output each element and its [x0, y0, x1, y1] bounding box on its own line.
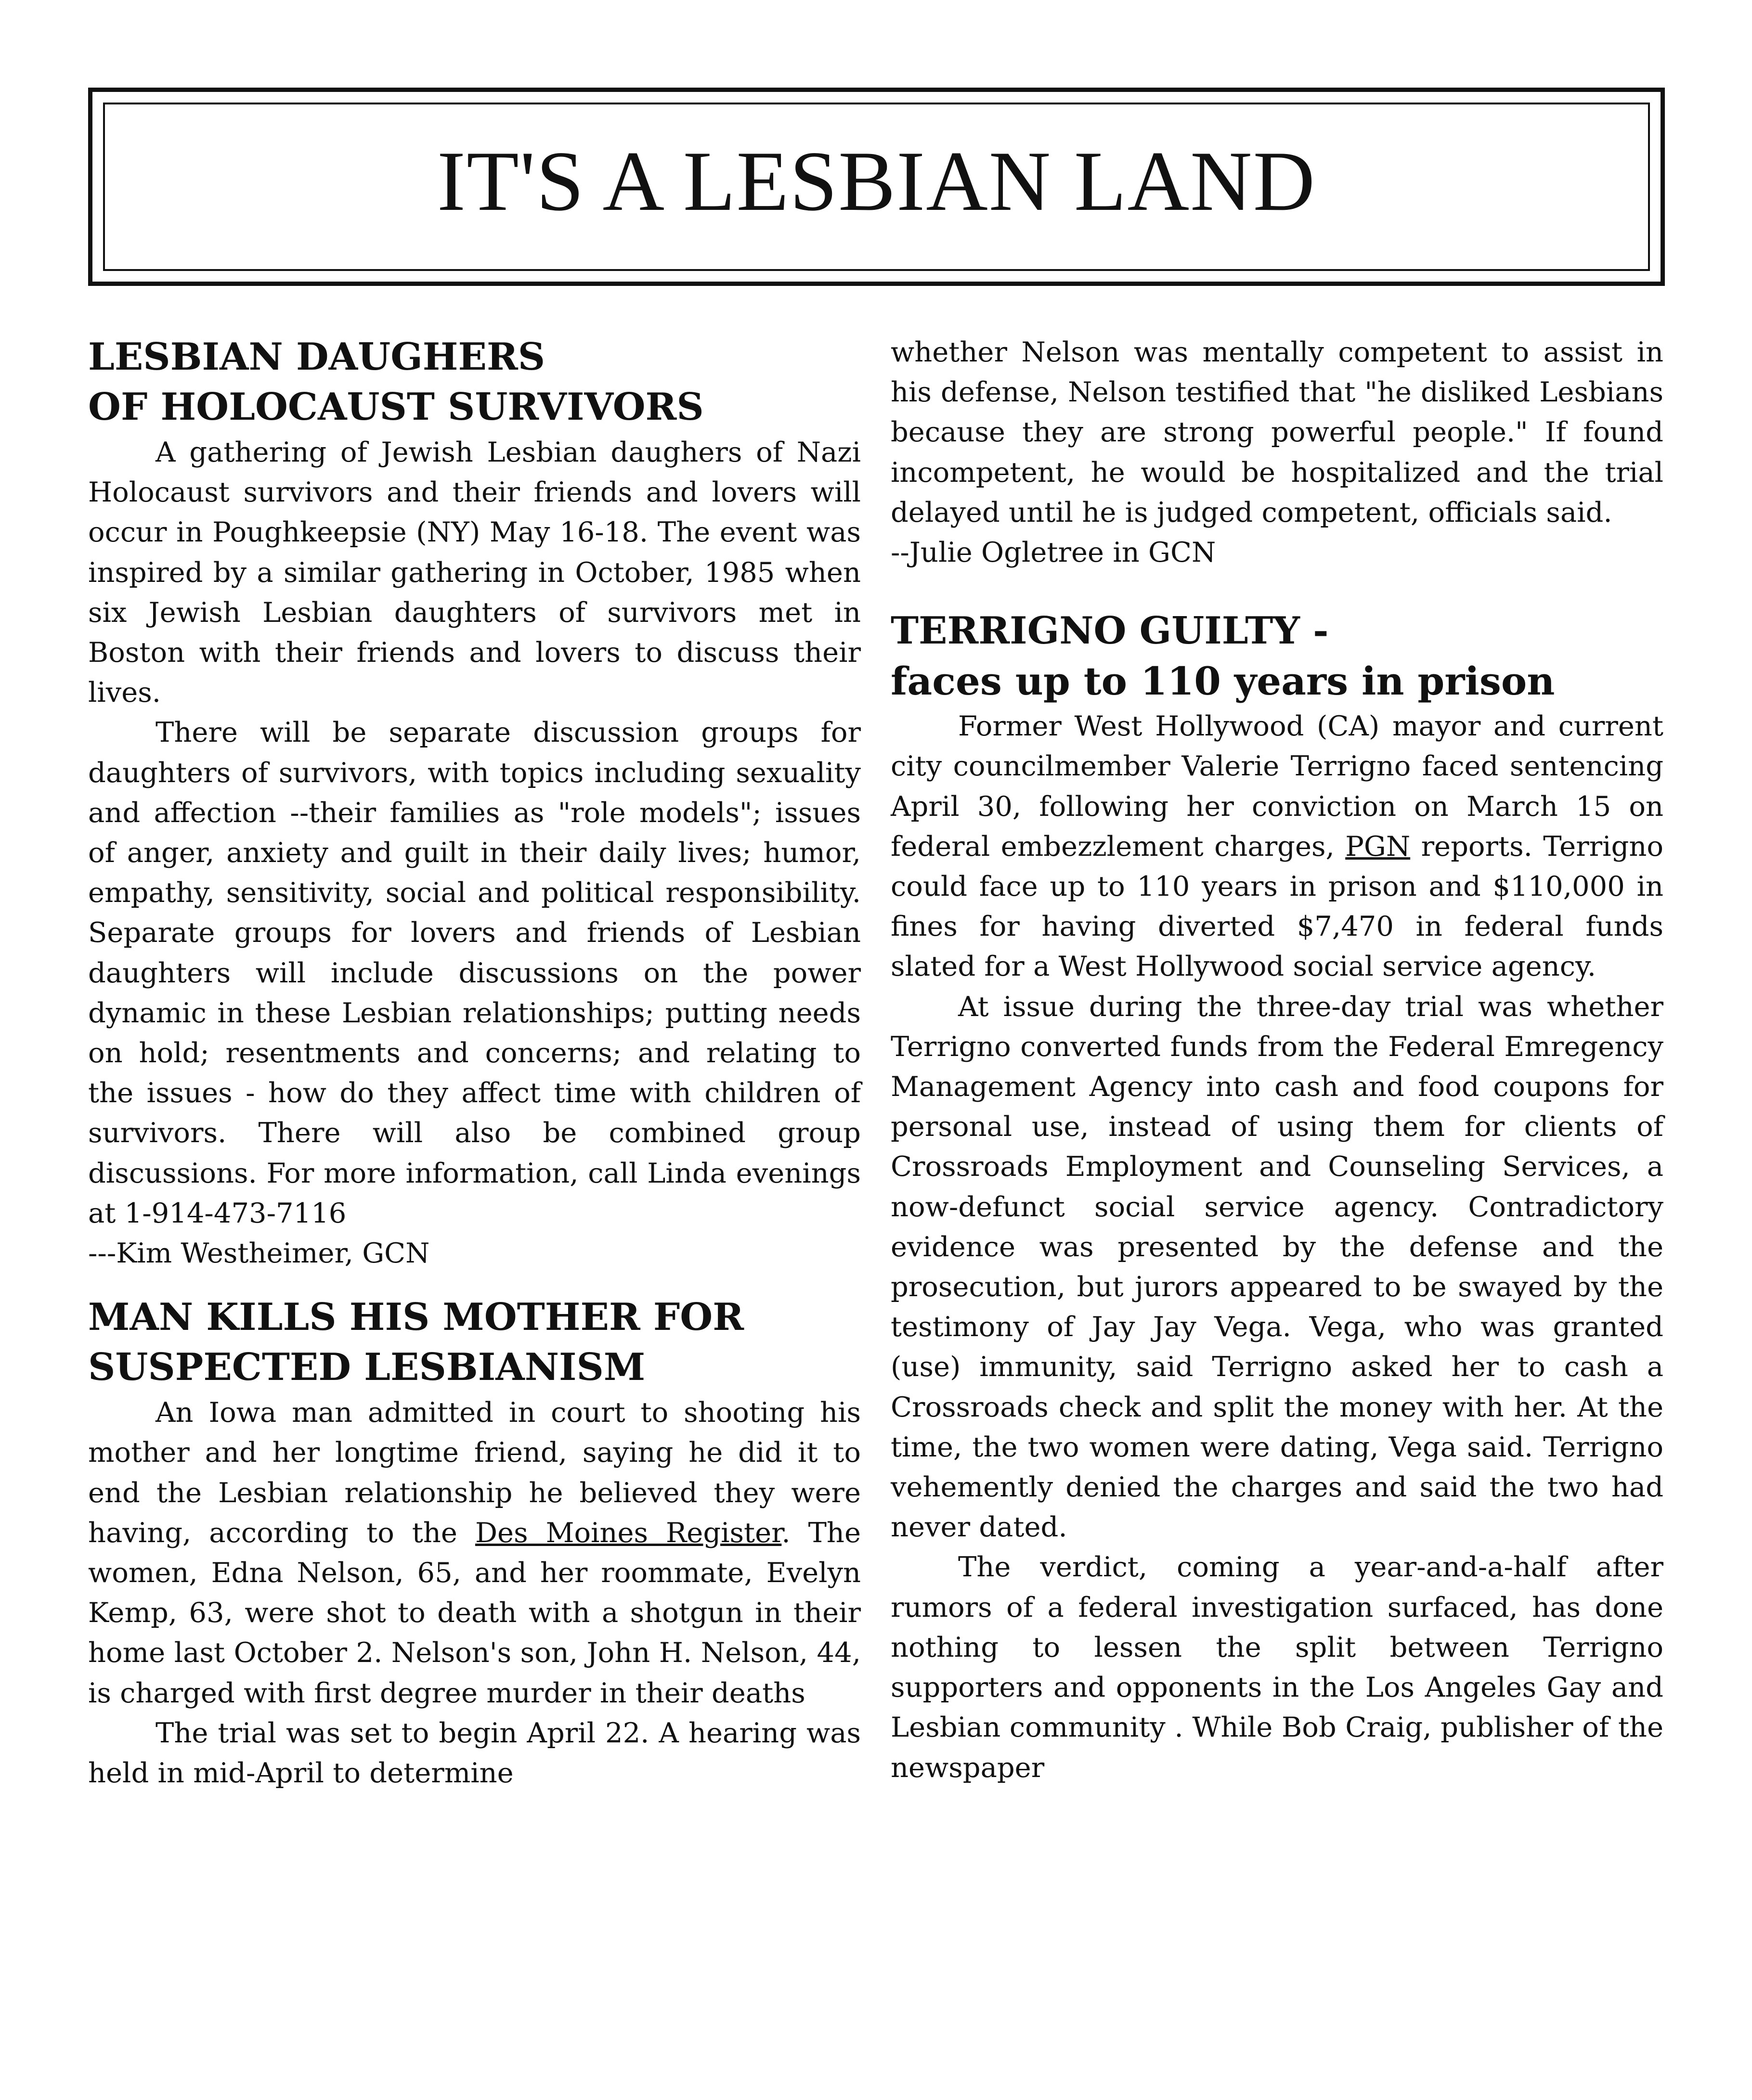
article1-headline-line2: OF HOLOCAUST SURVIVORS — [88, 385, 704, 429]
article3-source-pgn: PGN — [1345, 830, 1411, 863]
article2-source-des-moines-register: Des Moines Register — [475, 1516, 782, 1549]
article2-credit: --Julie Ogletree in GCN — [891, 536, 1216, 569]
article2-headline-line2: SUSPECTED LESBIANISM — [88, 1345, 646, 1390]
article3-paragraph-1-text-b: reports. Terrigno could face up to 110 years in prison and $110,000 in fines for having diverted $7,470 in federal funds slated for a West Hollywood social service agency. — [891, 830, 1664, 983]
right-column — [891, 332, 1663, 1788]
masthead-title: IT'S A LESBIAN LAND — [437, 133, 1316, 229]
article3-paragraph-1 — [891, 706, 1663, 986]
article-terrigno-guilty — [891, 606, 1663, 1787]
article1-paragraph-1: A gathering of Jewish Lesbian daughers of Nazi Holocaust survivors and their friends and lovers will occur in Poughkeepsie (NY) May 16-18. The event was inspired by a similar gathering in October, 1985 when six Jewish Lesbian daughters of survivors met in Boston with their friends and lovers to discuss their lives. — [88, 436, 861, 709]
article2-headline-line1: MAN KILLS HIS MOTHER FOR — [88, 1295, 744, 1340]
masthead-box — [88, 88, 1665, 286]
article3-paragraph-1-text-a: Former West Hollywood (CA) mayor and current city councilmember Valerie Terrigno faced sentencing April 30, following her conviction on March 15 on federal embezzlement charges, — [891, 710, 1663, 863]
left-column — [88, 332, 861, 1793]
article2-paragraph-1-text-a: An Iowa man admitted in court to shooting his mother and her longtime friend, saying he did it to end the Lesbian relationship he believed they were having, according to the — [88, 1396, 861, 1549]
article3-paragraph-3: The verdict, coming a year-and-a-half after rumors of a federal investigation surfaced, has done nothing to lessen the split between Terrigno supporters and opponents in the Los Angeles Gay and Lesbian community . While Bob Craig, publisher of the newspaper — [891, 1551, 1663, 1784]
article2-paragraph-2-continued: whether Nelson was mentally competent to assist in his defense, Nelson testified that "he disliked Lesbians because they are strong powerful people." If found incompetent, he would be hospitalized and the trial delayed until he is judged competent, officials said. — [891, 336, 1663, 528]
article2-paragraph-1 — [88, 1392, 861, 1713]
article1-credit: ---Kim Westheimer, GCN — [88, 1237, 430, 1270]
article3-paragraph-2: At issue during the three-day trial was whether Terrigno converted funds from the Federal Emregency Management Agency into cash and food coupons for personal use, instead of using them for clients of Crossroads Employment and Counseling Services, a now-defunct social service agency. Contradictory evidence was presented by the defense and the prosecution, but jurors appeared to be swayed by the testimony of Jay Jay Vega. Vega, who was granted (use) immunity, said Terrigno asked her to cash a Crossroads check and split the money with her. At the time, the two women were dating, Vega said. Terrigno vehemently denied the charges and said the two had never dated. — [891, 990, 1663, 1544]
article3-headline-line2: faces up to 110 years in prison — [891, 658, 1555, 704]
article2-paragraph-1-text-b: . The women, Edna Nelson, 65, and her roommate, Evelyn Kemp, 63, were shot to death with a shotgun in their home last October 2. Nelson's son, John H. Nelson, 44, is charged with first degree murder in their deaths — [88, 1516, 861, 1709]
article1-paragraph-2: There will be separate discussion groups for daughters of survivors, with topics including sexuality and affection --their families as "role models"; issues of anger, anxiety and guilt in their daily lives; humor, empathy, sensitivity, social and political responsibility. Separate groups for lovers and friends of Lesbian daughters will include discussions on the power dynamic in these Lesbian relationships; putting needs on hold; resentments and concerns; and relating to the issues - how do they affect time with children of survivors. There will also be combined group discussions. For more information, call Linda evenings at 1-914-473-7116 — [88, 716, 861, 1229]
article-man-kills-mother — [88, 1292, 861, 1793]
article-holocaust-daughters — [88, 332, 861, 1273]
article1-headline-line1: LESBIAN DAUGHERS — [88, 335, 545, 379]
article2-paragraph-2: The trial was set to begin April 22. A hearing was held in mid-April to determine — [88, 1716, 861, 1790]
masthead-inner-border — [103, 103, 1650, 271]
article3-headline-line1: TERRIGNO GUILTY - — [891, 609, 1329, 653]
